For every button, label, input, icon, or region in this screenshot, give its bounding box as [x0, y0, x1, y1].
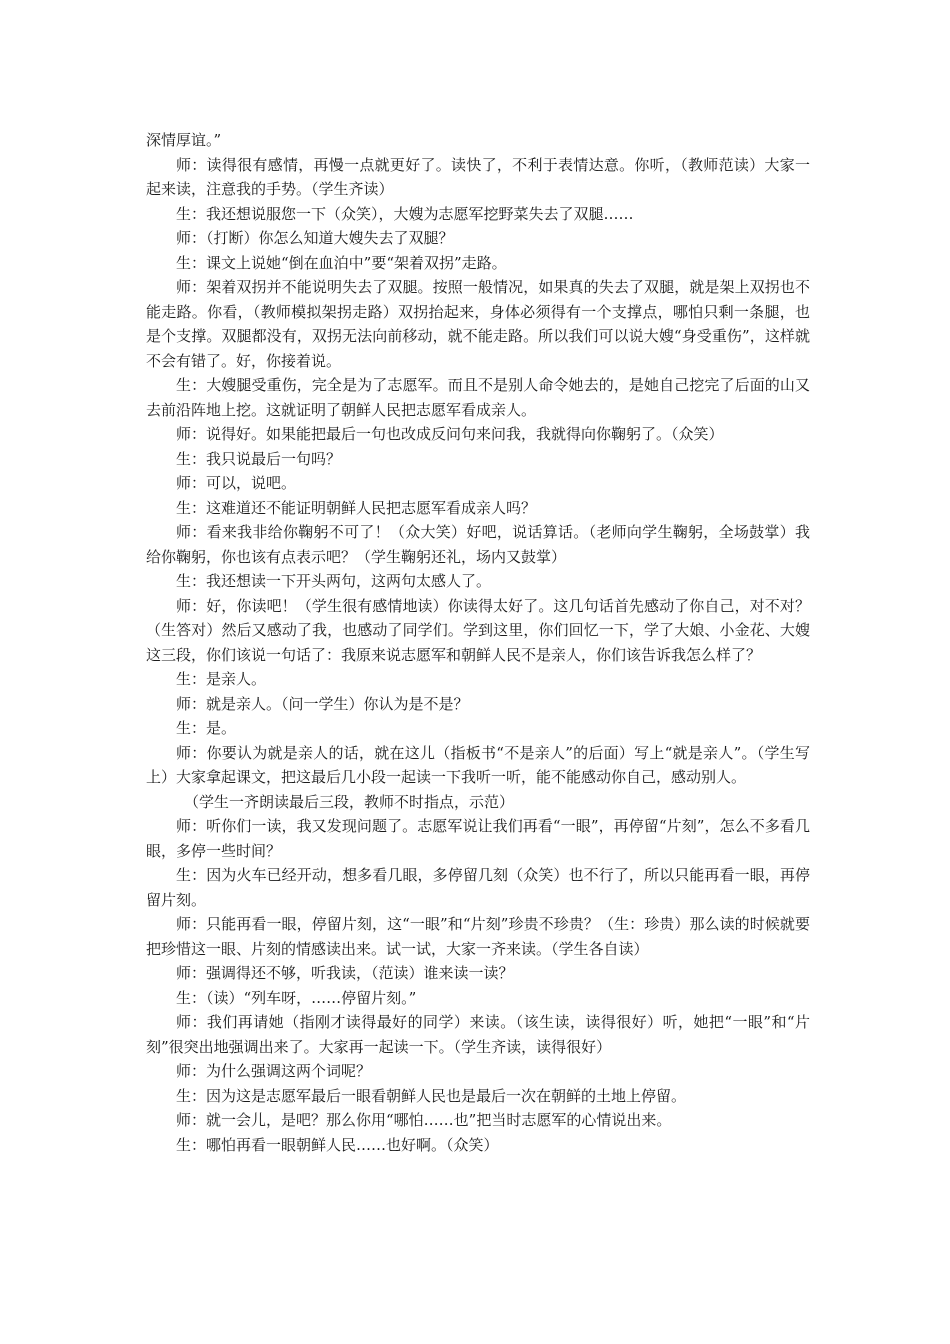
paragraph: 师：就是亲人。（问一学生）你认为是不是？	[176, 694, 469, 713]
paragraph: 师：看来我非给你鞠躬不可了！（众大笑）好吧，说话算话。（老师向学生鞠躬，全场鼓掌）我给你鞠躬，你也该有点表示吧？（学生鞠躬还礼，场内又鼓掌）	[146, 523, 810, 566]
paragraph: 师：只能再看一眼，停留片刻，这“一眼”和“片刻”珍贵不珍贵？（生：珍贵）那么读的时候就要把珍惜这一眼、片刻的情感读出来。试一试，大家一齐来读。（学生各自读）	[146, 915, 810, 958]
paragraph: 师：可以，说吧。	[176, 474, 297, 492]
paragraph: 师：我们再请她（指刚才读得最好的同学）来读。（该生读，读得很好）听，她把“一眼”和“片刻”很突出地强调出来了。大家再一起读一下。（学生齐读，读得很好）	[146, 1013, 810, 1056]
stage-direction: （学生一齐朗读最后三段，教师不时指点，示范）	[184, 792, 515, 811]
paragraph: 生：（读）“列车呀，……停留片刻。”	[176, 988, 417, 1007]
paragraph: 生：这难道还不能证明朝鲜人民把志愿军看成亲人吗？	[176, 498, 537, 517]
paragraph: 师：你要认为就是亲人的话，就在这儿（指板书“不是亲人”的后面）写上“就是亲人”。（学生写上）大家拿起课文，把这最后几小段一起读一下我听一听，能不能感动你自己，感动别人。	[146, 743, 810, 786]
paragraph: 师：架着双拐并不能说明失去了双腿。按照一般情况，如果真的失去了双腿，就是架上双拐也不能走路。你看，（教师模拟架拐走路）双拐抬起来，身体必须得有一个支撑点，哪怕只剩一条腿，也是个支撑。双腿都没有，双拐无法向前移动，就不能走路。所以我们可以说大嫂“身受重伤”，这样就不会有错了。好，你接着说。	[146, 278, 810, 370]
paragraph: 师：（打断）你怎么知道大嫂失去了双腿？	[176, 229, 454, 247]
paragraph: 生：我只说最后一句吗？	[176, 449, 342, 468]
document-body	[146, 128, 810, 1157]
paragraph: 师：好，你读吧！（学生很有感情地读）你读得太好了。这几句话首先感动了你自己，对不对？（生答对）然后又感动了我，也感动了同学们。学到这里，你们回忆一下，学了大娘、小金花、大嫂这三段，你们该说一句话了：我原来说志愿军和朝鲜人民不是亲人，你们该告诉我怎么样了？	[146, 596, 810, 664]
paragraph: 生：因为这是志愿军最后一眼看朝鲜人民也是最后一次在朝鲜的土地上停留。	[176, 1086, 687, 1105]
paragraph: 生：因为火车已经开动，想多看几眼，多停留几刻（众笑）也不行了，所以只能再看一眼，再停留片刻。	[146, 866, 810, 909]
paragraph: 深情厚谊。”	[146, 131, 222, 149]
paragraph: 生：课文上说她“倒在血泊中”要“架着双拐”走路。	[176, 253, 507, 272]
paragraph: 师：强调得还不够，听我读，（范读）谁来读一读？	[176, 964, 514, 982]
paragraph: 师：就一会儿，是吧？那么你用“哪怕……也”把当时志愿军的心情说出来。	[176, 1111, 672, 1129]
paragraph: 生：哪怕再看一眼朝鲜人民……也好啊。（众笑）	[176, 1135, 499, 1154]
paragraph: 师：读得很有感情，再慢一点就更好了。读快了，不利于表情达意。你听，（教师范读）大家一起来读，注意我的手势。（学生齐读）	[146, 155, 810, 198]
paragraph: 师：听你们一读，我又发现问题了。志愿军说让我们再看“一眼”，再停留“片刻”，怎么不多看几眼，多停一些时间？	[146, 817, 810, 860]
paragraph: 生：是。	[176, 719, 237, 737]
paragraph: 生：我还想读一下开头两句，这两句太感人了。	[176, 572, 492, 590]
paragraph: 生：大嫂腿受重伤，完全是为了志愿军。而且不是别人命令她去的，是她自己挖完了后面的山又去前沿阵地上挖。这就证明了朝鲜人民把志愿军看成亲人。	[146, 376, 810, 419]
paragraph: 师：为什么强调这两个词呢？	[176, 1062, 372, 1080]
paragraph: 生：是亲人。	[176, 670, 267, 688]
paragraph: 师：说得好。如果能把最后一句也改成反问句来问我，我就得向你鞠躬了。（众笑）	[176, 425, 724, 443]
paragraph: 生：我还想说服您一下（众笑），大嫂为志愿军挖野菜失去了双腿……	[176, 204, 634, 223]
